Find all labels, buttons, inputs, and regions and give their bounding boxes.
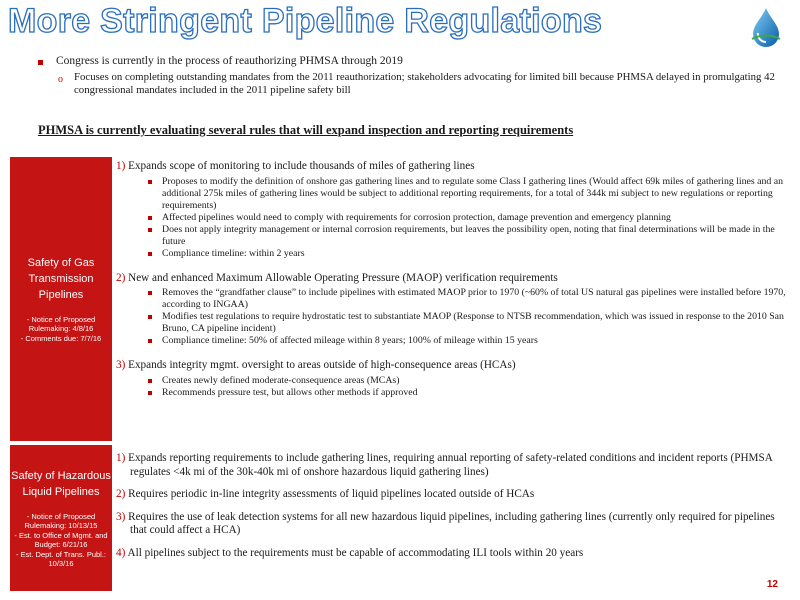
liquid-panel-notes bbox=[10, 512, 112, 569]
sub-list-item: Proposes to modify the definition of onshore gas gathering lines and to regulate some Class I gathering lines (Would affect 69k miles of gathering lines and an additional 275k miles of gathering lines would be subject to additional reporting requirements, for a total of 344k mi subject to new regulations or reporting requirements) bbox=[148, 176, 788, 212]
panel-note: - Notice of Proposed Rulemaking: 10/13/15 bbox=[24, 511, 98, 530]
item-number: 2) bbox=[116, 271, 126, 284]
panel-note: - Notice of Proposed Rulemaking: 4/8/16 bbox=[26, 314, 96, 334]
sub-list-item: Compliance timeline: within 2 years bbox=[148, 248, 788, 260]
item-text: Expands scope of monitoring to include thousands of miles of gathering lines bbox=[128, 160, 475, 172]
gas-item bbox=[116, 359, 788, 399]
slide-title: More Stringent Pipeline Regulations bbox=[8, 2, 603, 40]
gas-item bbox=[116, 272, 788, 348]
item-number: 1) bbox=[116, 160, 126, 172]
item-text: Requires periodic in-line integrity assessments of liquid pipelines located outside of HCAs bbox=[128, 488, 535, 500]
panel-note: - Est. to Office of Mgmt. and Budget: 6/21/16 bbox=[14, 530, 108, 549]
page-number: 12 bbox=[766, 579, 778, 590]
item-text: New and enhanced Maximum Allowable Operating Pressure (MAOP) verification requirements bbox=[128, 271, 558, 284]
sub-list-item: Recommends pressure test, but allows other methods if approved bbox=[148, 387, 788, 399]
item-text: Expands integrity mgmt. oversight to areas outside of high-consequence areas (HCAs) bbox=[128, 359, 516, 371]
sub-list-item: Creates newly defined moderate-consequence areas (MCAs) bbox=[148, 375, 788, 387]
sub-list-item: Does not apply integrity management or internal corrosion requirements, but leaves the possibility open, noting that final determinations will be made in the future bbox=[148, 224, 788, 248]
liquid-section bbox=[116, 452, 788, 569]
item-text: Requires the use of leak detection systems for all new hazardous liquid pipelines, including gathering lines (currently only required for pipelines that could affect a HCA) bbox=[128, 510, 775, 536]
section-headline: PHMSA is currently evaluating several rules that will expand inspection and reporting requirements bbox=[38, 123, 574, 137]
gas-item bbox=[116, 160, 788, 260]
sub-bullet-text: Focuses on completing outstanding mandates from the 2011 reauthorization; stakeholders advocating for limited bill because PHMSA delayed in promulgating 42 congressional mandates included in the 2011 pipeline safety bill bbox=[74, 71, 775, 96]
sub-list-item: Compliance timeline: 50% of affected mileage within 8 years; 100% of mileage within 15 years bbox=[148, 335, 788, 347]
liquid-panel-title: Safety of Hazardous Liquid Pipelines bbox=[11, 469, 111, 498]
bullet-text: Congress is currently in the process of reauthorizing PHMSA through 2019 bbox=[56, 55, 403, 67]
sub-list bbox=[148, 176, 788, 260]
liquid-item bbox=[116, 511, 788, 538]
gas-section bbox=[116, 160, 788, 411]
panel-note: - Est. Dept. of Trans. Publ.: 10/3/16 bbox=[15, 549, 107, 568]
sub-list-item: Removes the “grandfather clause” to include pipelines with estimated MAOP prior to 1970 (~60% of total US natural gas pipelines were installed before 1970, according to INGAA) bbox=[148, 287, 788, 311]
water-drop-icon bbox=[746, 6, 786, 48]
liquid-item bbox=[116, 488, 788, 502]
circle-bullet-icon: o bbox=[58, 74, 63, 85]
liquid-item bbox=[116, 547, 788, 561]
sub-bullet-item bbox=[38, 71, 778, 97]
sub-list bbox=[148, 287, 788, 347]
gas-panel-notes bbox=[10, 315, 112, 344]
bullet-item bbox=[38, 55, 778, 67]
item-text: Expands reporting requirements to include gathering lines, requiring annual reporting of safety-related conditions and incident reports (PHMSA regulates <4k mi of the 30k-40k mi of onshore hazardous liquid gathering lines) bbox=[128, 452, 773, 478]
item-text: All pipelines subject to the requirements must be capable of accommodating ILI tools within 20 years bbox=[127, 546, 584, 559]
item-number: 2) bbox=[116, 488, 126, 500]
item-number: 4) bbox=[116, 546, 126, 559]
item-number: 3) bbox=[116, 510, 126, 523]
gas-panel-title: Safety of Gas Transmission Pipelines bbox=[27, 256, 95, 301]
liquid-item bbox=[116, 452, 788, 479]
sub-list-item: Affected pipelines would need to comply with requirements for corrosion protection, damage prevention and emergency planning bbox=[148, 212, 788, 224]
liquid-panel bbox=[10, 445, 112, 591]
square-bullet-icon bbox=[38, 60, 43, 65]
panel-note: - Comments due: 7/7/16 bbox=[20, 333, 102, 343]
item-number: 1) bbox=[116, 452, 126, 464]
intro-bullets bbox=[38, 55, 778, 97]
item-number: 3) bbox=[116, 359, 126, 371]
sub-list bbox=[148, 375, 788, 399]
sub-list-item: Modifies test regulations to require hydrostatic test to substantiate MAOP (Response to NTSB recommendation, which was issued in response to the 2010 San Bruno, CA pipeline incident) bbox=[148, 311, 788, 335]
gas-panel bbox=[10, 157, 112, 441]
